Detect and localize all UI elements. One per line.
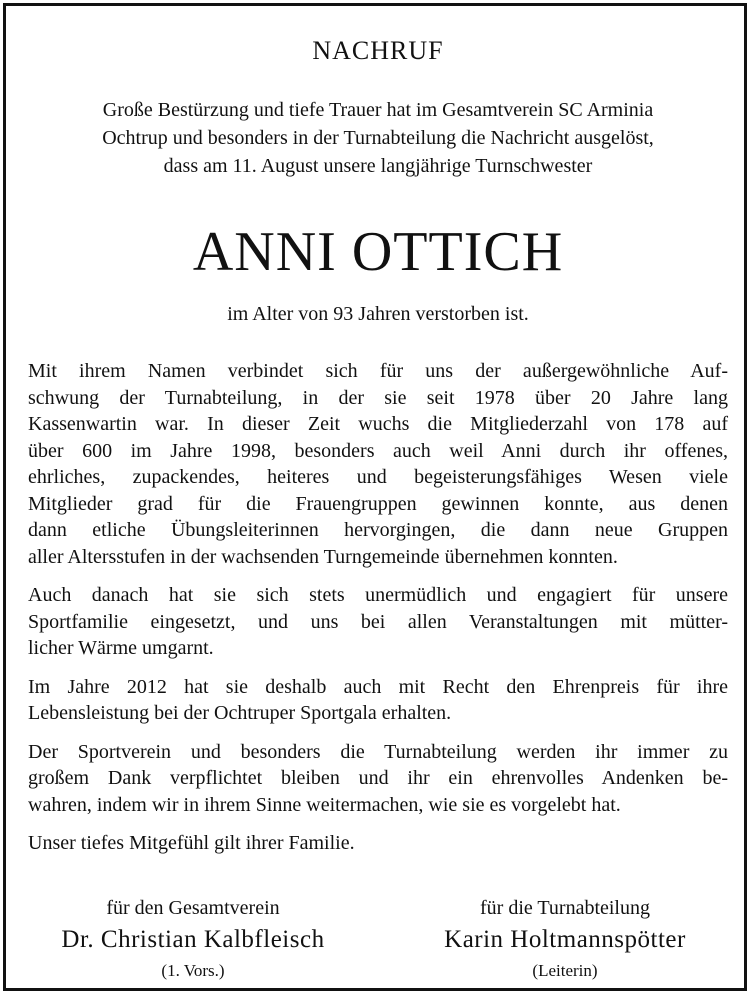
text-line: Lebensleistung bei der Ochtruper Sportgala erhalten. — [28, 702, 452, 724]
paragraph-gratitude — [28, 739, 728, 819]
obituary-heading: NACHRUF — [312, 36, 444, 65]
intro-text — [30, 96, 726, 180]
text-line: Auch danach hat sie sich stets unermüdlich und engagiert für unsere — [28, 584, 728, 606]
text-line: Im Jahre 2012 hat sie deshalb auch mit Recht den Ehrenpreis für ihre — [28, 675, 728, 698]
signature-org: für den Gesamtverein — [106, 897, 280, 919]
signatory-role: (Leiterin) — [532, 961, 598, 980]
intro-line: Große Bestürzung und tiefe Trauer hat im Gesamtverein SC Arminia — [102, 99, 654, 121]
signatory-role: (1. Vors.) — [161, 961, 225, 980]
signature-right — [400, 894, 730, 984]
intro-line: dass am 11. August unsere langjährige Turnschwester — [163, 155, 593, 177]
age-line: im Alter von 93 Jahren verstorben ist. — [227, 303, 529, 325]
signature-left — [28, 894, 358, 984]
text-line: Sportfamilie eingesetzt, und uns bei allen Veranstaltungen mit mütter- — [28, 610, 728, 633]
text-line: licher Wärme umgarnt. — [28, 637, 214, 659]
paragraph-award — [28, 674, 728, 727]
text-line: aller Altersstufen in der wachsenden Turngemeinde übernehmen konnten. — [28, 545, 618, 568]
deceased-name: ANNI OTTICH — [192, 221, 564, 283]
text-line: Mitglieder grad für die Frauengruppen gewinnen konnte, aus denen — [28, 492, 728, 515]
text-line: Der Sportverein und besonders die Turnabteilung werden ihr immer zu — [28, 740, 728, 763]
intro-line: Ochtrup und besonders in der Turnabteilung die Nachricht ausgelöst, — [102, 127, 654, 149]
signatory-name: Karin Holtmannspötter — [444, 926, 686, 953]
text-line: dann etliche Übungsleiterinnen hervorgingen, die dann neue Gruppen — [28, 519, 728, 541]
text-line: Mit ihrem Namen verbindet sich für uns der außergewöhnliche Auf- — [28, 360, 728, 382]
text-line: Unser tiefes Mitgefühl gilt ihrer Familie. — [28, 832, 355, 854]
obituary-body — [28, 358, 728, 869]
text-line: ehrliches, zupackendes, heiteres und begeisterungsfähiges Wesen viele — [28, 466, 728, 488]
paragraph-commitment — [28, 582, 728, 662]
paragraph-condolence — [28, 830, 728, 857]
text-line: großem Dank verpflichtet bleiben und ihr ein ehrenvolles Andenken be- — [28, 767, 728, 789]
paragraph-tribute — [28, 358, 728, 570]
text-line: Kassenwartin war. In dieser Zeit wuchs die Mitgliederzahl von 178 auf — [28, 413, 728, 435]
text-line: über 600 im Jahre 1998, besonders auch weil Anni durch ihr offenes, — [28, 439, 728, 462]
text-line: schwung der Turnabteilung, in der sie seit 1978 über 20 Jahre lang — [28, 386, 728, 409]
signature-org: für die Turnabteilung — [480, 897, 650, 919]
signatory-name: Dr. Christian Kalbfleisch — [61, 926, 325, 953]
text-line: wahren, indem wir in ihrem Sinne weitermachen, wie sie es vorgelebt hat. — [28, 793, 621, 816]
